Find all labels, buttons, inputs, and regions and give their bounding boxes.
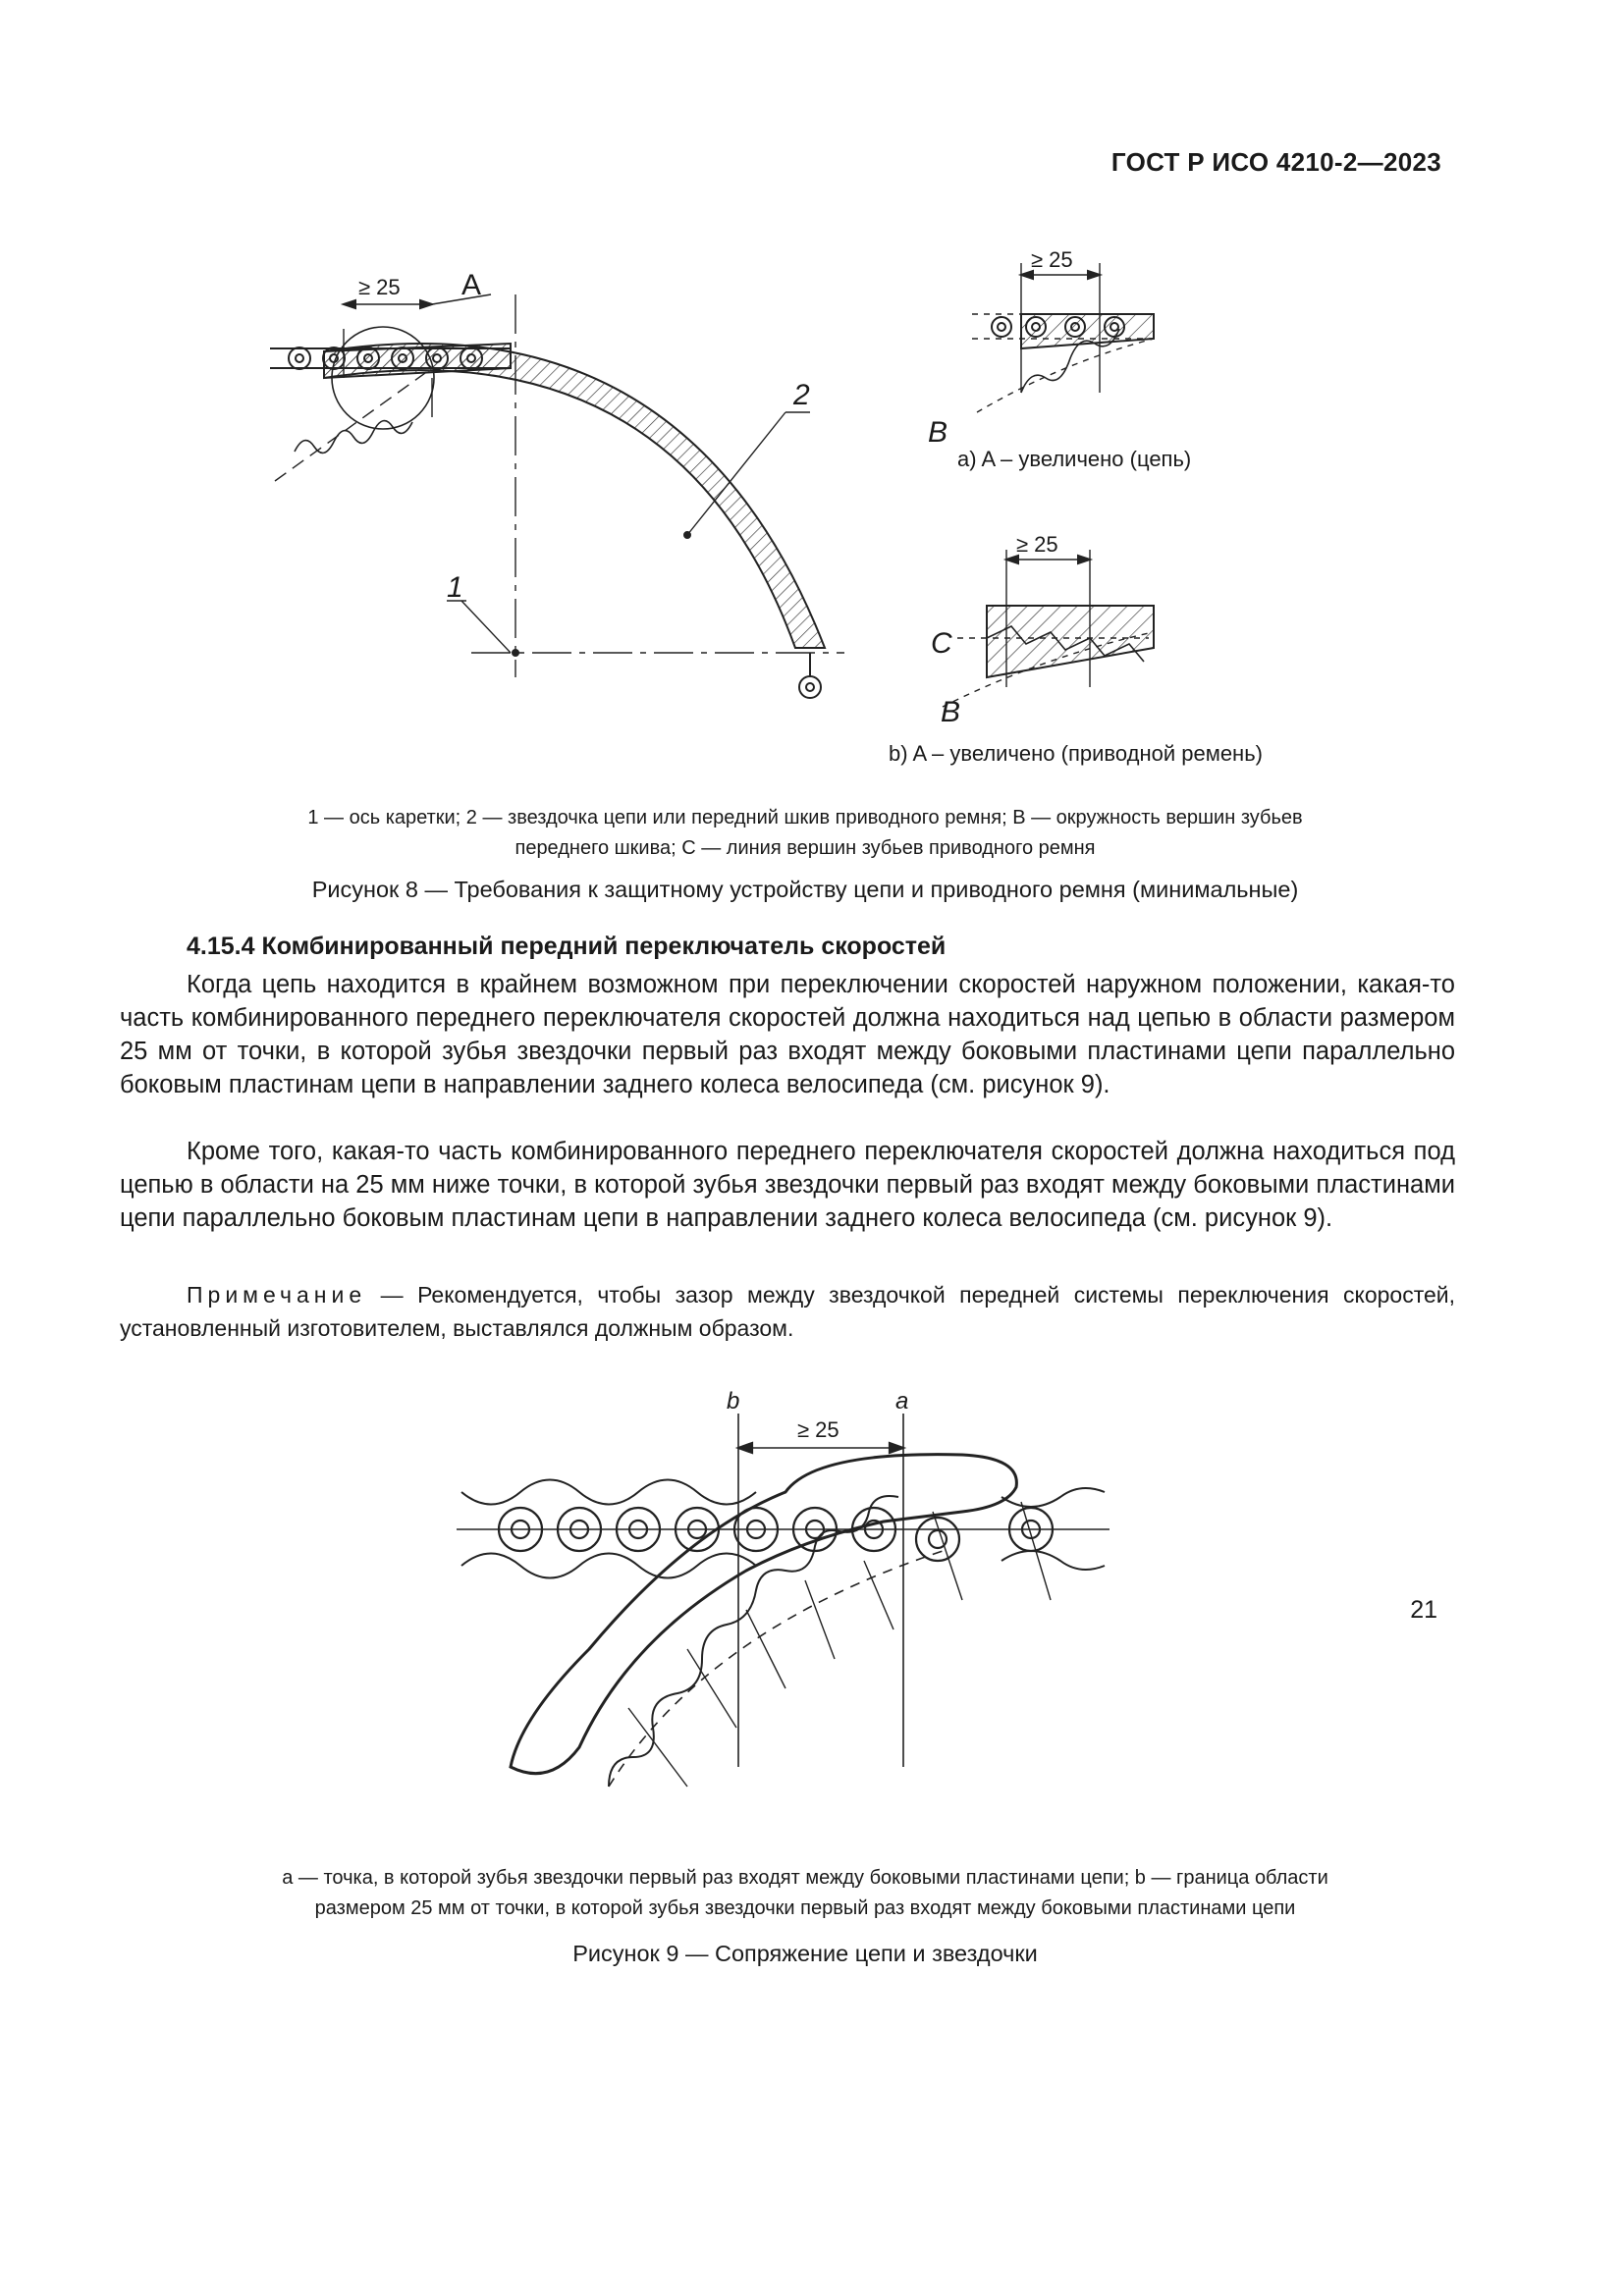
- fig8b-dim-label: ≥ 25: [1016, 532, 1058, 557]
- figure-8-drawing: [0, 0, 1624, 785]
- page-number: 21: [1410, 1596, 1437, 1624]
- derailleur-sprocket-view: [457, 1414, 1110, 1787]
- fig9-label-a: a: [895, 1388, 909, 1415]
- fig8b-label-B: B: [941, 696, 961, 728]
- fig8-dim-label: ≥ 25: [358, 275, 401, 299]
- note-text: — Рекомендуется, чтобы зазор между звездочкой передней системы переключения скоростей, установленный изготовителем, выставлялся должным образом.: [120, 1282, 1455, 1341]
- fig8-label-1: 1: [447, 571, 463, 604]
- fig8a-dim-label: ≥ 25: [1031, 247, 1073, 272]
- paragraph-1: Когда цепь находится в крайнем возможном при переключении скоростей наружном положении, какая-то часть комбинированного переднего переключателя скоростей должна находиться над цепью в области размером 25 мм от точки, в которой зубья звездочки первый раз входят между боковыми пластинами цепи параллельно боковым пластинам цепи в направлении заднего колеса велосипеда (см. рисунок 9).: [120, 971, 1455, 1098]
- fig8a-label-B: B: [928, 416, 948, 449]
- fig8-label-A: A: [461, 269, 482, 301]
- paragraph-2: Кроме того, какая-то часть комбинированного переднего переключателя скоростей должна находиться под цепью в области на 25 мм ниже точки, в которой зубья звездочки первый раз входят между боковыми пластинами цепи параллельно боковым пластинам цепи в направлении заднего колеса велосипеда (см. рисунок 9).: [120, 1138, 1455, 1232]
- figure-9-drawing: [0, 1374, 1624, 1865]
- note-label: Примечание: [187, 1282, 367, 1308]
- fig8b-label-C: C: [931, 627, 952, 660]
- fig9-legend-line2: размером 25 мм от точки, в которой зубья звездочки первый раз входят между боковыми пластинами цепи: [314, 1897, 1296, 1919]
- fig8-subcaption-a: a) A – увеличено (цепь): [957, 447, 1192, 471]
- detail-a-chain: [972, 263, 1154, 412]
- fig8-subcaption-b: b) A – увеличено (приводной ремень): [889, 741, 1263, 766]
- fig9-caption: Рисунок 9 — Сопряжение цепи и звездочки: [572, 1941, 1038, 1966]
- document-header: ГОСТ Р ИСО 4210-2—2023: [1110, 147, 1441, 177]
- section-heading: 4.15.4 Комбинированный передний переключатель скоростей: [187, 933, 947, 960]
- note: [120, 1278, 1455, 1345]
- fig9-label-b: b: [727, 1388, 740, 1415]
- fig8-caption: Рисунок 8 — Требования к защитному устройству цепи и приводного ремня (минимальные): [311, 877, 1299, 902]
- fig8-legend-line1: 1 — ось каретки; 2 — звездочка цепи или передний шкив приводного ремня; B — окружность вершин зубьев: [307, 807, 1303, 828]
- fig8-legend-line2: переднего шкива; C — линия вершин зубьев приводного ремня: [514, 837, 1096, 859]
- detail-b-belt: [943, 550, 1154, 707]
- guard-main-view: [275, 294, 844, 698]
- fig9-legend-line1: a — точка, в которой зубья звездочки первый раз входят между боковыми пластинами цепи; b — граница области: [282, 1867, 1328, 1889]
- fig8-legend: [147, 803, 1463, 864]
- fig8-label-2: 2: [793, 379, 810, 411]
- fig9-dim-label: ≥ 25: [797, 1417, 839, 1442]
- fig9-legend: [147, 1863, 1463, 1924]
